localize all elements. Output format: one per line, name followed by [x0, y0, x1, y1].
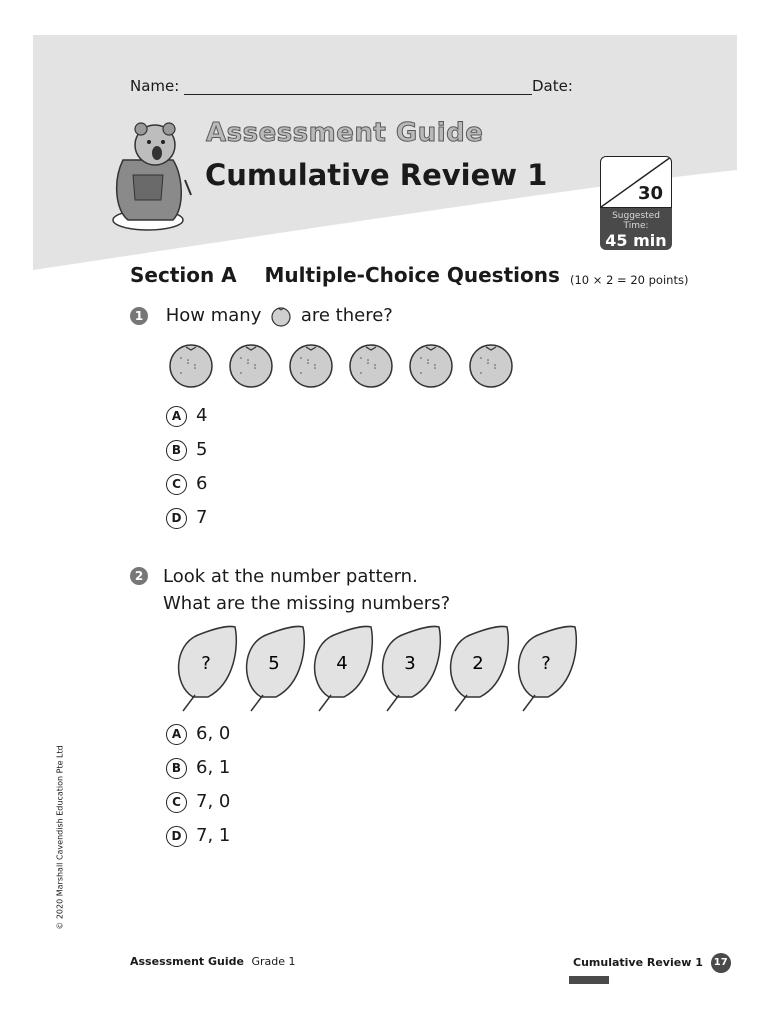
orange-icon — [470, 345, 512, 387]
suggested-time-value: 45 min — [605, 231, 667, 250]
footer-guide-title: Assessment Guide — [130, 955, 244, 968]
q2-option-b[interactable] — [166, 757, 230, 779]
option-letter: A — [166, 724, 187, 745]
leaf-number: 3 — [404, 653, 416, 674]
option-letter: B — [166, 440, 187, 461]
question-number: 1 — [130, 307, 148, 325]
option-letter: D — [166, 826, 187, 847]
oranges-group — [166, 340, 526, 390]
suggested-time-label: Suggested Time: — [612, 211, 660, 231]
option-letter: C — [166, 792, 187, 813]
option-letter: D — [166, 508, 187, 529]
orange-icon — [410, 345, 452, 387]
q1-option-d[interactable] — [166, 507, 207, 529]
section-title: Section A Multiple-Choice Questions — [130, 263, 560, 287]
q1-option-c[interactable] — [166, 473, 207, 495]
leaf-number: ? — [201, 653, 211, 674]
score-box — [600, 156, 672, 250]
total-score: 30 — [637, 183, 663, 204]
date-label: Date: — [532, 77, 573, 95]
option-value: 6 — [196, 473, 208, 494]
assessment-guide-title: Assessment Guide — [206, 118, 484, 148]
name-line[interactable] — [184, 80, 532, 95]
option-value: 7, 1 — [196, 825, 231, 846]
worksheet-page — [33, 35, 737, 995]
q2-option-a[interactable] — [166, 723, 230, 745]
q2-option-d[interactable] — [166, 825, 230, 847]
q1-option-a[interactable] — [166, 405, 207, 427]
question-text-before: How many — [165, 305, 262, 326]
score-field[interactable] — [600, 156, 672, 208]
option-value: 7 — [196, 507, 208, 528]
leaf-number: 5 — [268, 653, 280, 674]
q1-option-b[interactable] — [166, 439, 207, 461]
name-field[interactable] — [130, 77, 532, 95]
leaf-number: 2 — [472, 653, 484, 674]
orange-icon — [170, 345, 212, 387]
footer-left — [130, 955, 296, 968]
question-line-1: Look at the number pattern. — [163, 566, 418, 587]
option-letter: C — [166, 474, 187, 495]
option-value: 4 — [196, 405, 208, 426]
option-value: 6, 1 — [196, 757, 231, 778]
orange-icon — [350, 345, 392, 387]
option-value: 6, 0 — [196, 723, 231, 744]
option-value: 7, 0 — [196, 791, 231, 812]
option-letter: B — [166, 758, 187, 779]
date-field[interactable] — [532, 77, 573, 95]
leaves-pattern — [163, 625, 583, 715]
bear-mascot-icon — [103, 120, 198, 235]
copyright-text: © 2020 Marshall Cavendish Education Pte Ltd — [55, 745, 65, 930]
footer-right — [573, 953, 737, 986]
cumulative-review-title: Cumulative Review 1 — [205, 158, 548, 192]
name-label: Name: — [130, 77, 180, 95]
question-2 — [130, 563, 450, 617]
question-number: 2 — [130, 567, 148, 585]
orange-icon — [230, 345, 272, 387]
footer-grade: Grade 1 — [251, 955, 296, 968]
section-points: (10 × 2 = 20 points) — [570, 273, 689, 287]
option-value: 5 — [196, 439, 208, 460]
question-text-after: are there? — [300, 305, 393, 326]
page-number: 17 — [711, 953, 731, 973]
leaf-number: 4 — [336, 653, 348, 674]
orange-icon — [270, 305, 292, 327]
footer-review-title: Cumulative Review 1 — [573, 956, 703, 969]
question-line-2: What are the missing numbers? — [163, 593, 451, 614]
q2-option-c[interactable] — [166, 791, 230, 813]
option-letter: A — [166, 406, 187, 427]
question-1 — [130, 305, 393, 327]
page-bar — [569, 976, 609, 984]
suggested-time-box — [600, 208, 672, 250]
orange-icon — [290, 345, 332, 387]
leaf-number: ? — [541, 653, 551, 674]
